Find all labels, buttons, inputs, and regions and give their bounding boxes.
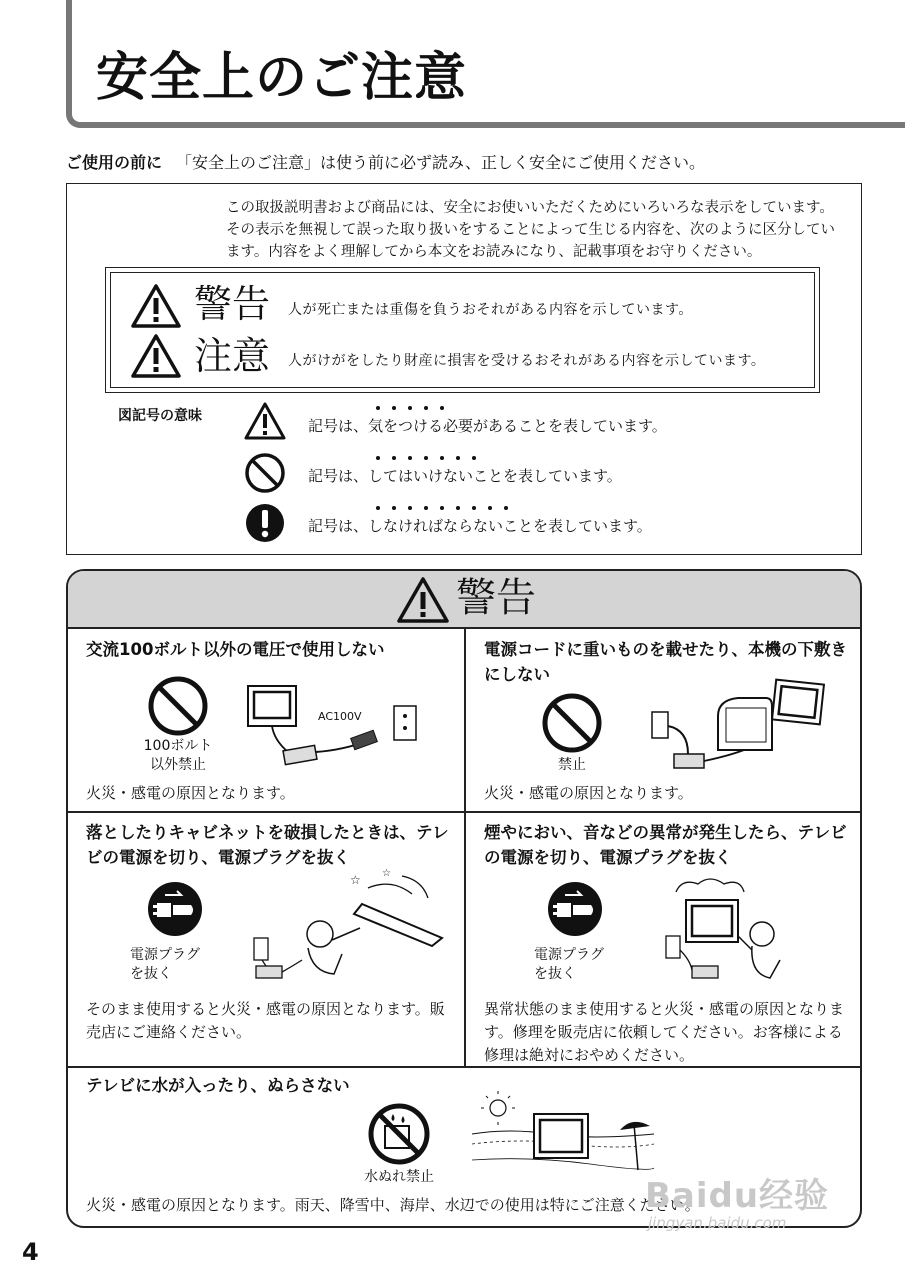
signal-desc-warning: 人が死亡または重傷を負うおそれがある内容を示しています。 (288, 302, 693, 318)
warning-item-title: 交流100ボルト以外の電圧で使用しない (86, 640, 385, 659)
emphasis-dots (370, 504, 530, 512)
ac100v-label: AC100V (318, 710, 362, 723)
warning-item-body: 火災・感電の原因となります。 (484, 784, 693, 802)
symbol-desc-prohibited: 記号は、してはいけないことを表しています。 (308, 467, 622, 485)
symbols-label: 図記号の意味 (118, 408, 202, 424)
before-use-label: ご使用の前に (66, 153, 163, 172)
baidu-watermark-url: jingyan.baidu.com (648, 1214, 787, 1232)
unplug-label: 電源プラグ を抜く (130, 947, 200, 982)
warning-triangle-icon (130, 333, 182, 379)
warning-item-title: テレビに水が入ったり、ぬらさない (86, 1076, 350, 1095)
warning-item-title: 電源コードに重いものを載せたり、本機の下敷きにしない (484, 640, 847, 684)
before-use-note (66, 150, 705, 173)
warning-item-body: 火災・感電の原因となります。 (86, 784, 295, 802)
no-water-label: 水ぬれ禁止 (364, 1169, 434, 1185)
emphasis-dots (370, 404, 480, 412)
no-water-icon (367, 1102, 431, 1166)
unplug-icon (547, 881, 603, 937)
page-number: 4 (22, 1238, 39, 1266)
smoking-tv-illustration (662, 874, 814, 986)
unplug-label: 電源プラグ を抜く (534, 947, 604, 982)
dropped-tv-illustration (242, 868, 452, 986)
symbol-desc-caution: 記号は、気をつける必要があることを表しています。 (308, 417, 667, 435)
symbol-desc-mandatory: 記号は、しなければならないことを表しています。 (308, 517, 652, 535)
beach-tv-illustration (470, 1090, 656, 1182)
warning-item-body: そのまま使用すると火災・感電の原因となります。販売店にご連絡ください。 (86, 1000, 445, 1041)
unplug-icon (147, 881, 203, 937)
warning-triangle-icon (243, 401, 287, 441)
before-use-text: 「安全上のご注意」は使う前に必ず読み、正しく安全にご使用ください。 (176, 153, 705, 172)
prohibited-label: 100ボルト 以外禁止 (143, 738, 213, 773)
cell-divider (464, 629, 466, 1067)
warning-header-label: 警告 (456, 575, 536, 621)
warning-item-title: 煙やにおい、音などの異常が発生したら、テレビの電源を切り、電源プラグを抜く (484, 823, 847, 867)
prohibited-icon (244, 452, 286, 494)
row-divider (68, 811, 860, 813)
prohibited-icon (147, 675, 209, 737)
signal-word-caution: 注意 (194, 334, 271, 378)
page-title: 安全上のご注意 (96, 48, 468, 108)
warning-triangle-icon (396, 576, 450, 624)
tv-adapter-outlet-illustration (244, 682, 424, 774)
signal-word-warning: 警告 (194, 282, 271, 326)
svg-text:☆: ☆ (382, 868, 391, 879)
svg-text:☆: ☆ (350, 873, 361, 887)
prohibited-icon (541, 692, 603, 754)
signal-desc-caution: 人がけがをしたり財産に損害を受けるおそれがある内容を示しています。 (288, 353, 766, 369)
emphasis-dots (370, 454, 510, 462)
mandatory-icon (244, 502, 286, 544)
prohibited-label: 禁止 (558, 757, 586, 773)
legend-intro: この取扱説明書および商品には、安全にお使いいただくためにいろいろな表示をしています。その表示を無視して誤った取り扱いをすることによって生じる内容を、次のように区分しています。内容をよく理解してから本文をお読みになり、記載事項をお守りください。 (226, 200, 835, 260)
heater-on-cord-illustration (648, 676, 828, 776)
warning-item-title: 落としたりキャビネットを破損したときは、テレビの電源を切り、電源プラグを抜く (86, 823, 449, 867)
warning-item-body: 火災・感電の原因となります。雨天、降雪中、海岸、水辺での使用は特にご注意ください。 (86, 1196, 700, 1214)
baidu-watermark: Baidu经验 (645, 1176, 830, 1216)
warning-item-body: 異常状態のまま使用すると火災・感電の原因となります。修理を販売店に依頼してください。お客様による修理は絶対におやめください。 (484, 1000, 845, 1064)
warning-triangle-icon (130, 283, 182, 329)
